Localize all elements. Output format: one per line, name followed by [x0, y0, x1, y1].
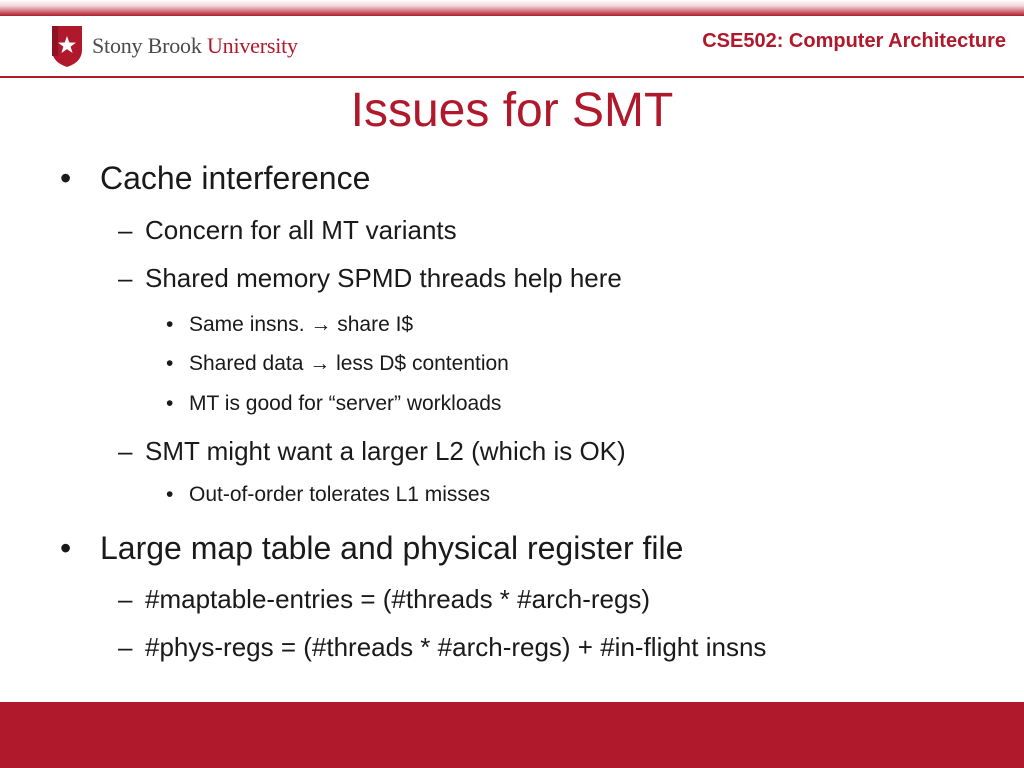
course-title: CSE502: Computer Architecture: [702, 30, 1006, 52]
slide-title: Issues for SMT: [350, 84, 674, 137]
bullet-text: Shared data → less D$ contention: [189, 352, 509, 375]
logo-text-university: University: [206, 33, 298, 58]
bullet-marker: –: [118, 584, 133, 614]
bullet-marker: –: [118, 263, 133, 293]
bullet-text: Large map table and physical register file: [100, 530, 684, 566]
bullet-marker: •: [60, 160, 72, 196]
bullet-text: Cache interference: [100, 160, 371, 196]
bullet-marker: –: [118, 632, 133, 662]
bullet-marker: •: [166, 352, 174, 375]
bullet-marker: •: [166, 392, 174, 415]
bullet-text: Shared memory SPMD threads help here: [145, 263, 622, 293]
bullet-text: Concern for all MT variants: [145, 215, 457, 245]
bullet-text: #phys-regs = (#threads * #arch-regs) + #in-flight insns: [145, 632, 767, 662]
bullet-marker: –: [118, 436, 133, 466]
bullet-text: MT is good for “server” workloads: [189, 392, 502, 415]
bullet-marker: •: [166, 483, 174, 506]
bottom-footer-bar: [0, 702, 1024, 768]
bullet-text: Same insns. → share I$: [189, 313, 414, 336]
bullet-marker: •: [166, 313, 174, 336]
bullet-text: Out-of-order tolerates L1 misses: [189, 483, 491, 506]
bullet-marker: –: [118, 215, 133, 245]
bullet-marker: •: [60, 530, 72, 566]
logo-text-stony-brook: Stony Brook: [92, 33, 207, 58]
bullet-text: #maptable-entries = (#threads * #arch-regs): [145, 584, 651, 614]
bullet-text: SMT might want a larger L2 (which is OK): [145, 436, 626, 466]
